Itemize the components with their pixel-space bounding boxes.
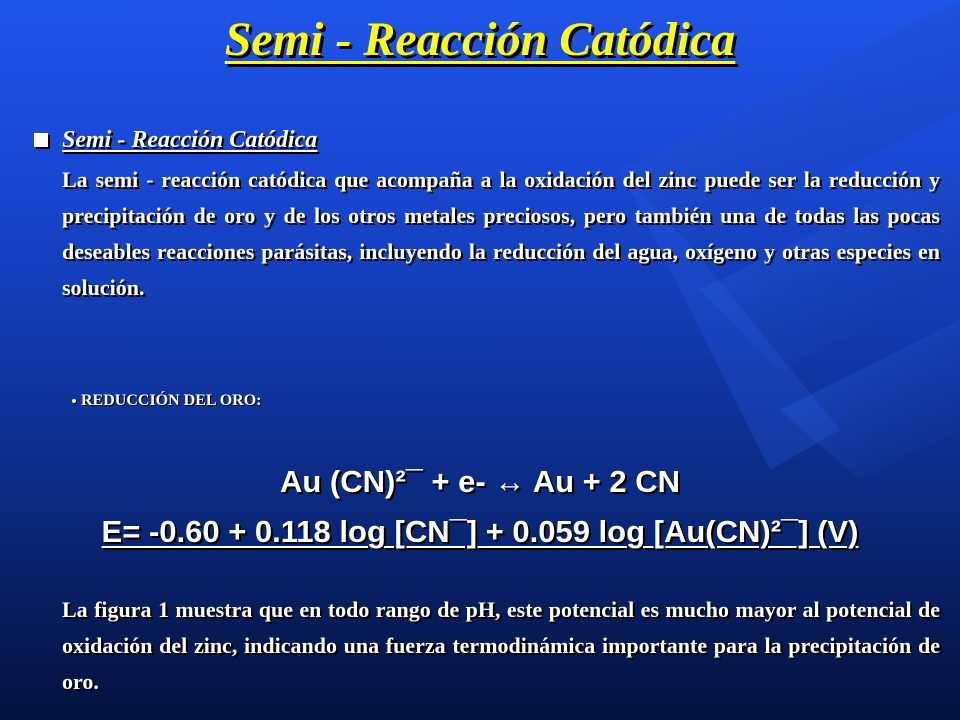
bullet-heading-row <box>34 124 317 156</box>
slide-title: Semi - Reacción Catódica <box>224 13 736 66</box>
bullet-heading: Semi - Reacción Catódica <box>62 127 318 153</box>
intro-paragraph: La semi - reacción catódica que acompaña a la oxidación del zinc puede ser la reducción y precipitación de oro y de los otros metales preciosos, pero también una de todas las pocas deseables reacciones parásitas, incluyendo la reducción del agua, oxígeno y otras especies en solución. <box>62 167 940 300</box>
sub-bullet-row <box>72 392 261 410</box>
dot-bullet-icon <box>72 399 76 403</box>
potential-equation: E= -0.60 + 0.118 log [CN¯] + 0.059 log [Au(CN)²¯] (V) <box>101 514 859 549</box>
sub-bullet-label: REDUCCIÓN DEL ORO: <box>81 392 262 409</box>
reaction-equation: Au (CN)²¯ + e- ↔ Au + 2 CN <box>279 464 681 499</box>
conclusion-paragraph: La figura 1 muestra que en todo rango de pH, este potencial es mucho mayor al potencial de oxidación del zinc, indicando una fuerza termodinámica importante para la precipitación de oro. <box>62 597 940 694</box>
square-bullet-icon <box>34 133 48 147</box>
